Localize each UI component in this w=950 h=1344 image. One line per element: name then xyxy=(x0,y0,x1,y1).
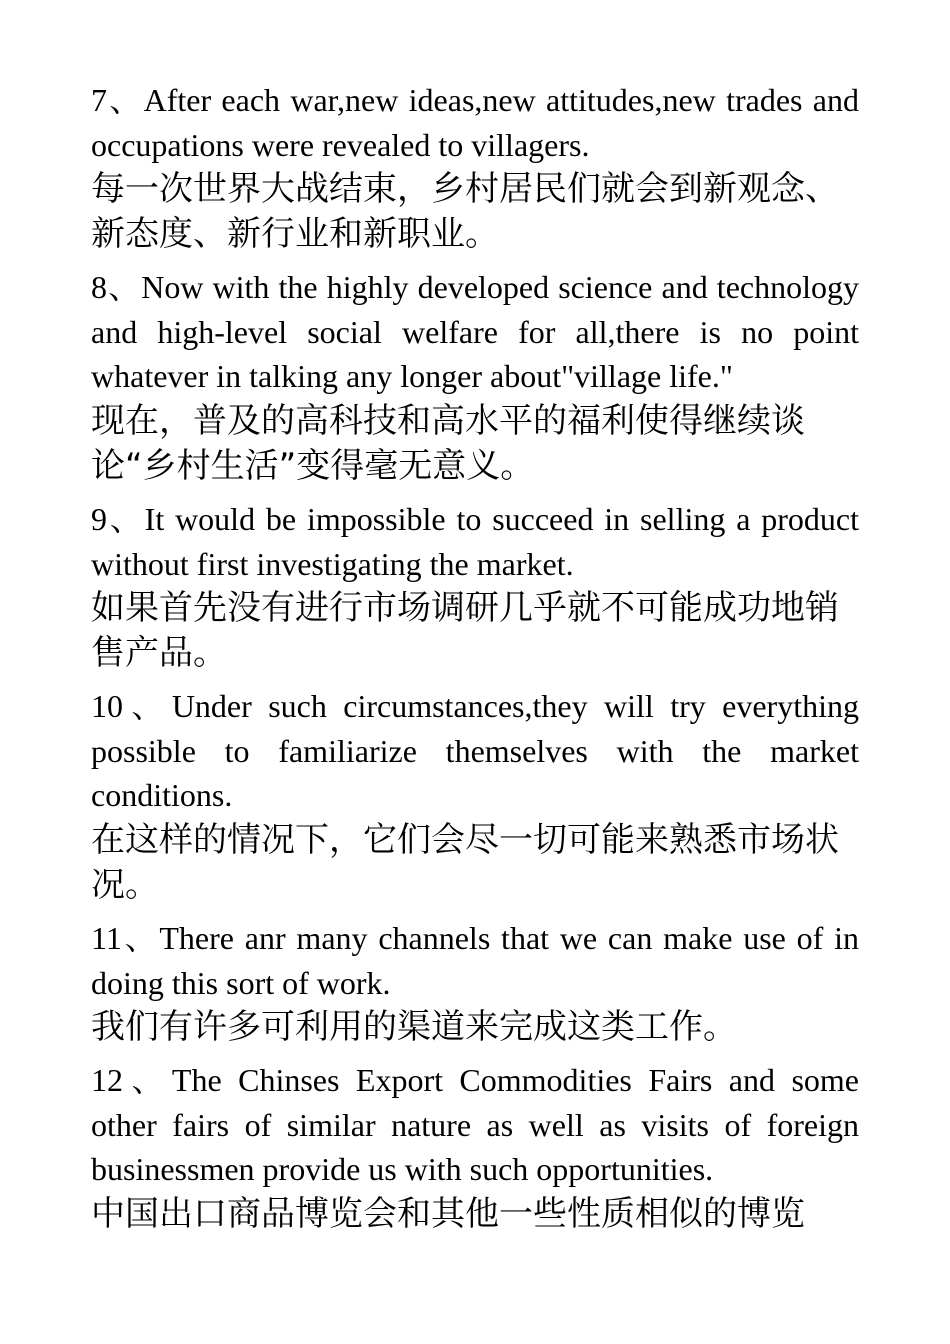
chinese-translation: 我们有许多可利用的渠道来完成这类工作。 xyxy=(91,1007,737,1048)
chinese-translation: 在这样的情况下，它们会尽一切可能来熟悉市场状况。 xyxy=(91,819,839,905)
english-sentence: 7、After each war,new ideas,new attitudes,new trades and occupations were revealed to villagers. xyxy=(91,82,859,163)
sentence-item-12 xyxy=(91,1058,859,1237)
sentence-item-10 xyxy=(91,684,859,908)
english-sentence: 12、The Chinses Export Commodities Fairs and some other fairs of similar nature as well as visits of foreign businessmen provide us with such opportunities. xyxy=(91,1062,859,1188)
english-sentence: 9、It would be impossible to succeed in selling a product without first investigating the market. xyxy=(91,500,859,582)
english-sentence: 8、Now with the highly developed science and technology and high-level social welfare for all,there is no point whatever in talking any longer about"village life." xyxy=(91,269,859,395)
chinese-translation: 现在，普及的高科技和高水平的福利使得继续谈论“乡村生活”变得毫无意义。 xyxy=(91,400,805,486)
english-sentence: 11、There anr many channels that we can make use of in doing this sort of work. xyxy=(91,919,859,1001)
chinese-translation: 如果首先没有进行市场调研几乎就不可能成功地销售产品。 xyxy=(91,588,839,674)
english-sentence: 10、Under such circumstances,they will try everything possible to familiarize themselves with the market conditions. xyxy=(91,688,859,814)
sentence-item-8 xyxy=(91,265,859,489)
sentence-item-9 xyxy=(91,497,859,676)
sentence-item-11 xyxy=(91,916,859,1050)
chinese-translation: 每一次世界大战结束，乡村居民们就会到新观念、新态度、新行业和新职业。 xyxy=(91,169,839,255)
document-page xyxy=(91,78,859,1245)
chinese-translation: 中国出口商品博览会和其他一些性质相似的博览 xyxy=(91,1193,805,1234)
sentence-item-7 xyxy=(91,78,859,257)
